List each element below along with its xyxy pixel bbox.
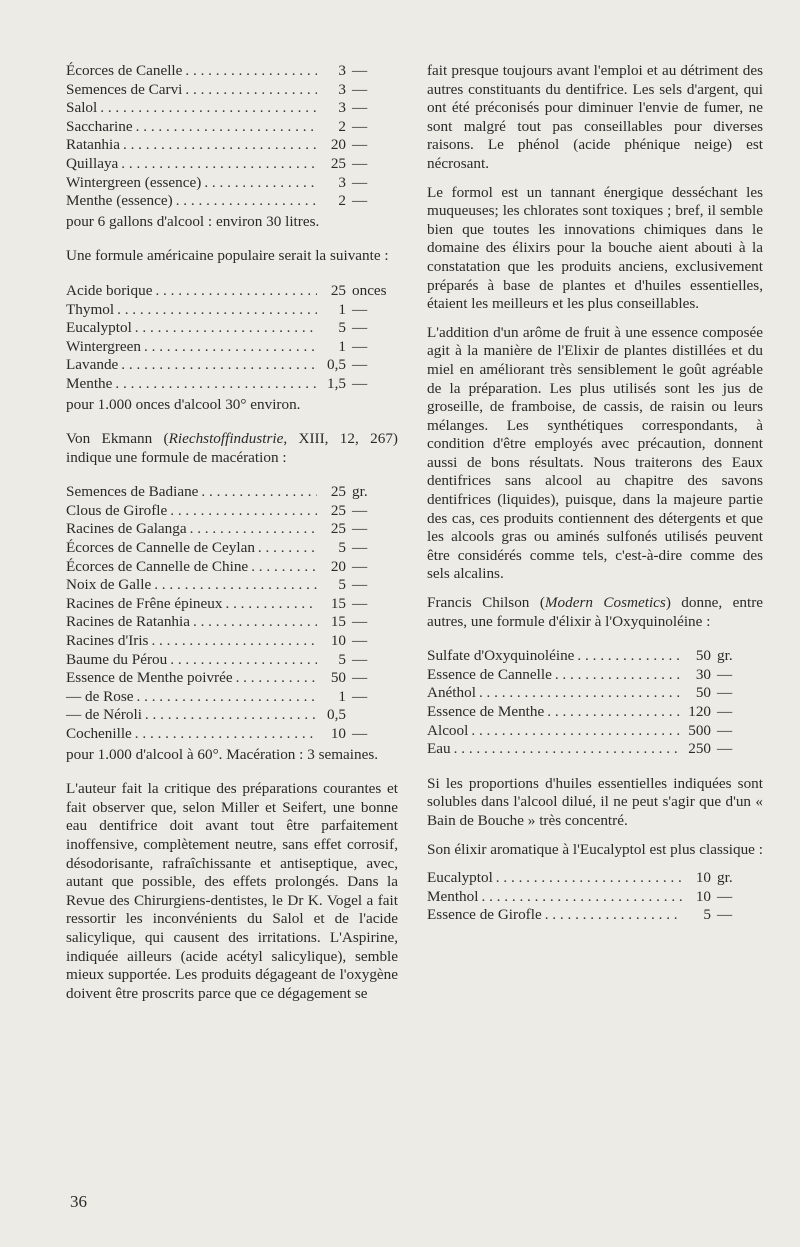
recipe-row	[66, 174, 398, 193]
recipe-row	[427, 666, 763, 685]
dot-leader	[176, 192, 317, 211]
recipe-row	[66, 356, 398, 375]
recipe-row	[427, 869, 763, 888]
recipe-row	[66, 520, 398, 539]
ingredient-name: Anéthol	[427, 684, 476, 702]
dot-leader	[151, 632, 317, 651]
ingredient-name: Essence de Cannelle	[427, 665, 552, 683]
ingredient-quantity: 5	[338, 539, 346, 557]
ingredient-quantity: 10	[330, 632, 346, 650]
text-run: Francis Chilson (	[427, 594, 545, 612]
journal-title: Riechstoffindustrie	[168, 430, 284, 448]
ingredient-quantity: 1	[338, 687, 346, 705]
ingredient-unit: —	[352, 650, 368, 668]
dot-leader	[185, 62, 317, 81]
recipe-row	[66, 319, 398, 338]
ingredient-unit: —	[352, 613, 368, 631]
paragraph: L'addition d'un arôme de fruit à une essence composée agit à la manière de l'Elixir de plantes distillées et du miel en améliorant très sensiblement le goût agréable de la préparation. Les plus utilisés sont les jus de groseille, de framboise, de cassis, de raisin ou leurs mélanges. Les synthétiques correspondants, à condition d'être employés avec précaution, donnent aussi de bons résultats. Nous traiterons des Eaux dentifrices sans alcool au chapitre des savons dentifrices (liquides), puisque, dans la majeure partie des cas, ces produits contiennent des détergents et que les alcools gras ou aminés sulfonés utilisés peuvent être considérés comme tels, c'est-à-dire comme des sels alcalins.	[427, 323, 763, 583]
ingredient-name: Eau	[427, 740, 451, 758]
ingredient-unit: —	[352, 300, 368, 318]
ingredient-quantity: 2	[338, 117, 346, 135]
paragraph	[427, 594, 763, 631]
recipe-row	[427, 703, 763, 722]
dot-leader	[155, 282, 317, 301]
ingredient-name: Menthol	[427, 887, 479, 905]
ingredient-unit: —	[352, 99, 368, 117]
ingredient-quantity: 0,5	[327, 706, 346, 724]
ingredient-name: Salol	[66, 99, 98, 117]
recipe-row	[66, 576, 398, 595]
recipe-row	[66, 688, 398, 707]
recipe-row	[427, 740, 763, 759]
ingredient-quantity: 5	[338, 576, 346, 594]
dot-leader	[170, 651, 317, 670]
ingredient-name: Essence de Girofle	[427, 906, 542, 924]
ingredient-quantity: 1	[338, 300, 346, 318]
recipe-row	[66, 118, 398, 137]
ingredient-quantity: 2	[338, 192, 346, 210]
dot-leader	[117, 301, 317, 320]
ingredient-unit: —	[352, 136, 368, 154]
ingredient-name: Racines de Ratanhia	[66, 613, 190, 631]
ingredient-unit: —	[717, 740, 733, 758]
dot-leader	[225, 595, 317, 614]
ingredient-name: Wintergreen	[66, 337, 142, 355]
ingredient-name: Baume du Pérou	[66, 650, 168, 668]
dot-leader	[154, 576, 317, 595]
ingredient-quantity: 5	[703, 906, 711, 924]
recipe-note: pour 1.000 d'alcool à 60°. Macération : 3 semaines.	[66, 745, 379, 763]
recipe-row	[66, 192, 398, 211]
left-column	[66, 62, 398, 1003]
dot-leader	[121, 155, 317, 174]
ingredient-quantity: 10	[695, 869, 711, 887]
dot-leader	[145, 706, 317, 725]
dot-leader	[251, 558, 317, 577]
ingredient-quantity: 50	[695, 647, 711, 665]
dot-leader	[454, 740, 682, 759]
dot-leader	[555, 666, 682, 685]
dot-leader	[121, 356, 317, 375]
right-column	[427, 62, 763, 925]
ingredient-name: — de Néroli	[66, 706, 142, 724]
ingredient-quantity: 25	[330, 281, 346, 299]
ingredient-name: Racines de Galanga	[66, 520, 187, 538]
ingredient-unit: —	[352, 62, 368, 79]
ingredient-unit: —	[352, 594, 368, 612]
recipe-row	[66, 301, 398, 320]
recipe-note: pour 1.000 onces d'alcool 30° environ.	[66, 395, 301, 413]
ingredient-unit: —	[717, 906, 733, 924]
ingredient-name: Racines d'Iris	[66, 632, 149, 650]
ingredient-name: Écorces de Cannelle de Chine	[66, 557, 249, 575]
dot-leader	[115, 375, 317, 394]
ingredient-unit: —	[352, 687, 368, 705]
ingredient-quantity: 3	[338, 62, 346, 79]
ingredient-name: Saccharine	[66, 117, 133, 135]
ingredient-unit: gr.	[352, 483, 368, 501]
ingredient-unit: gr.	[717, 869, 733, 887]
recipe-row	[66, 632, 398, 651]
ingredient-name: Clous de Girofle	[66, 501, 168, 519]
recipe-row	[427, 684, 763, 703]
dot-leader	[135, 319, 317, 338]
ingredient-unit: onces	[352, 281, 387, 299]
ingredient-unit: —	[352, 356, 368, 374]
recipe-list	[427, 869, 763, 925]
ingredient-unit: —	[717, 684, 733, 702]
ingredient-name: Alcool	[427, 721, 469, 739]
ingredient-quantity: 25	[330, 520, 346, 538]
ingredient-unit: —	[717, 887, 733, 905]
text-run: , XIII, 12, 267) indique une formule de macération :	[66, 430, 398, 466]
dot-leader	[144, 338, 317, 357]
ingredient-unit: —	[352, 192, 368, 210]
ingredient-quantity: 50	[330, 669, 346, 687]
paragraph: Une formule américaine populaire serait la suivante :	[66, 247, 389, 265]
dot-leader	[170, 502, 317, 521]
recipe-row	[66, 375, 398, 394]
ingredient-quantity: 3	[338, 80, 346, 98]
ingredient-unit: —	[717, 665, 733, 683]
ingredient-name: Lavande	[66, 356, 119, 374]
book-title: Modern Cosmetics	[544, 594, 666, 612]
ingredient-name: Racines de Frêne épineux	[66, 594, 223, 612]
dot-leader	[577, 647, 682, 666]
ingredient-quantity: 15	[330, 594, 346, 612]
ingredient-unit: —	[352, 501, 368, 519]
recipe-note: pour 6 gallons d'alcool : environ 30 litres.	[66, 212, 320, 230]
ingredient-name: Noix de Galle	[66, 576, 152, 594]
ingredient-name: Essence de Menthe	[427, 703, 545, 720]
ingredient-name: Écorces de Canelle	[66, 62, 183, 79]
ingredient-unit: —	[352, 725, 368, 742]
ingredient-unit: —	[352, 374, 368, 392]
ingredient-unit: —	[352, 80, 368, 98]
recipe-row	[66, 62, 398, 81]
dot-leader	[135, 725, 317, 744]
recipe-list	[66, 62, 398, 211]
dot-leader	[137, 688, 318, 707]
ingredient-quantity: 30	[695, 665, 711, 683]
dot-leader	[479, 684, 682, 703]
ingredient-name: Eucalyptol	[427, 869, 493, 887]
text-run: Von Ekmann (	[66, 430, 169, 448]
recipe-list	[66, 483, 398, 743]
ingredient-quantity: 20	[330, 557, 346, 575]
dot-leader	[545, 906, 682, 925]
recipe-row	[66, 338, 398, 357]
ingredient-quantity: 50	[695, 684, 711, 702]
recipe-row	[66, 136, 398, 155]
ingredient-name: Wintergreen (essence)	[66, 173, 202, 191]
ingredient-quantity: 25	[330, 483, 346, 501]
paragraph: Si les proportions d'huiles essentielles indiquées sont solubles dans l'alcool dilué, il ne peut s'agir que d'un « Bain de Bouche » très concentré.	[427, 774, 763, 829]
ingredient-name: Menthe	[66, 374, 113, 392]
dot-leader	[204, 174, 317, 193]
paragraph: Le formol est un tannant énergique desséchant les muqueuses; les chlorates sont toxiques ; bref, il semble bien que toutes les innovations chimiques dans le domaine des élixirs pour la bouche aient abouti à la constatation que les produits anciens, exclusivement préparés à base de plantes et d'huiles essentielles, étaient les meilleurs et les plus conseillables.	[427, 183, 763, 313]
page-number: 36	[70, 1192, 87, 1211]
ingredient-name: — de Rose	[66, 687, 134, 705]
ingredient-name: Cochenille	[66, 725, 132, 742]
ingredient-unit: —	[717, 703, 733, 720]
ingredient-unit: —	[352, 557, 368, 575]
ingredient-name: Eucalyptol	[66, 319, 132, 337]
ingredient-name: Semences de Badiane	[66, 483, 199, 501]
paragraph: L'auteur fait la critique des préparations courantes et fait observer que, selon Miller et Seifert, une bonne eau dentifrice doit avant tout être parfaitement inoffensive, complètement neutre, sans effet corrosif, désodorisante, rafraîchissante et antiseptique, avec, autant que possible, des effets prolongés. Dans la Revue des Chirurgiens-dentistes, le Dr K. Vogel a fait ressortir les inconvénients du Salol et de l'acide salicylique, qui causent des irritations. L'Aspirine, indiquée ailleurs (acide acétyl salicylique), semble mieux supportée. Les produits dégageant de l'oxygène doivent être proscrits parce que ce dégagement se	[66, 780, 398, 1002]
recipe-row	[66, 99, 398, 118]
dot-leader	[123, 136, 317, 155]
ingredient-quantity: 15	[330, 613, 346, 631]
ingredient-quantity: 500	[688, 721, 711, 739]
ingredient-quantity: 5	[338, 650, 346, 668]
ingredient-quantity: 1	[338, 337, 346, 355]
ingredient-quantity: 120	[688, 703, 711, 720]
ingredient-unit: —	[717, 721, 733, 739]
dot-leader	[547, 703, 682, 722]
ingredient-unit: —	[352, 632, 368, 650]
recipe-row	[66, 725, 398, 744]
ingredient-quantity: 3	[338, 99, 346, 117]
dot-leader	[201, 483, 317, 502]
ingredient-unit: —	[352, 669, 368, 687]
ingredient-name: Sulfate d'Oxyquinoléine	[427, 647, 575, 665]
dot-leader	[496, 869, 682, 888]
recipe-row	[66, 155, 398, 174]
ingredient-name: Acide borique	[66, 281, 153, 299]
dot-leader	[100, 99, 317, 118]
dot-leader	[471, 722, 682, 741]
paragraph: Son élixir aromatique à l'Eucalyptol est plus classique :	[427, 840, 763, 858]
ingredient-name: Quillaya	[66, 154, 119, 172]
ingredient-quantity: 10	[330, 725, 346, 742]
ingredient-quantity: 20	[330, 136, 346, 154]
recipe-row	[66, 613, 398, 632]
ingredient-name: Menthe (essence)	[66, 192, 173, 210]
recipe-row	[66, 669, 398, 688]
dot-leader	[193, 613, 317, 632]
dot-leader	[258, 539, 317, 558]
ingredient-unit: —	[352, 539, 368, 557]
ingredient-quantity: 25	[330, 501, 346, 519]
recipe-row	[66, 558, 398, 577]
recipe-row	[427, 722, 763, 741]
dot-leader	[185, 81, 317, 100]
text-run: ) donne, entre autres, une formule d'élixir à l'Oxyquinoléine :	[427, 594, 763, 630]
ingredient-quantity: 0,5	[327, 356, 346, 374]
recipe-row	[427, 906, 763, 925]
ingredient-unit: gr.	[717, 647, 733, 665]
recipe-row	[66, 81, 398, 100]
recipe-row	[427, 888, 763, 907]
ingredient-name: Thymol	[66, 300, 115, 318]
ingredient-name: Écorces de Cannelle de Ceylan	[66, 539, 255, 557]
paragraph: fait presque toujours avant l'emploi et au détriment des autres constituants du dentifrice. Les sels d'argent, qui ont été préconisés pour diminuer l'envie de fumer, ne sont malgré tout pas conseillables pour diverses raisons. Le phénol (acide phénique neige) est nécrosant.	[427, 62, 763, 172]
ingredient-unit: —	[352, 173, 368, 191]
dot-leader	[190, 520, 317, 539]
recipe-row	[66, 539, 398, 558]
ingredient-quantity: 1,5	[327, 374, 346, 392]
ingredient-unit: —	[352, 319, 368, 337]
ingredient-quantity: 250	[688, 740, 711, 758]
ingredient-unit: —	[352, 520, 368, 538]
ingredient-unit: —	[352, 576, 368, 594]
recipe-row	[66, 502, 398, 521]
ingredient-name: Ratanhia	[66, 136, 120, 154]
recipe-row	[66, 651, 398, 670]
ingredient-unit: —	[352, 337, 368, 355]
recipe-row	[66, 706, 398, 725]
ingredient-unit: —	[352, 117, 368, 135]
recipe-list	[427, 647, 763, 759]
recipe-row	[66, 483, 398, 502]
ingredient-quantity: 10	[695, 887, 711, 905]
dot-leader	[236, 669, 317, 688]
ingredient-quantity: 3	[338, 173, 346, 191]
recipe-row	[66, 282, 398, 301]
ingredient-unit: —	[352, 154, 368, 172]
dot-leader	[136, 118, 317, 137]
ingredient-quantity: 5	[338, 319, 346, 337]
dot-leader	[481, 888, 682, 907]
recipe-row	[427, 647, 763, 666]
ingredient-quantity: 25	[330, 154, 346, 172]
ingredient-name: Semences de Carvi	[66, 80, 183, 98]
recipe-row	[66, 595, 398, 614]
ingredient-name: Essence de Menthe poivrée	[66, 669, 233, 687]
paragraph	[66, 430, 398, 467]
recipe-list	[66, 282, 398, 394]
